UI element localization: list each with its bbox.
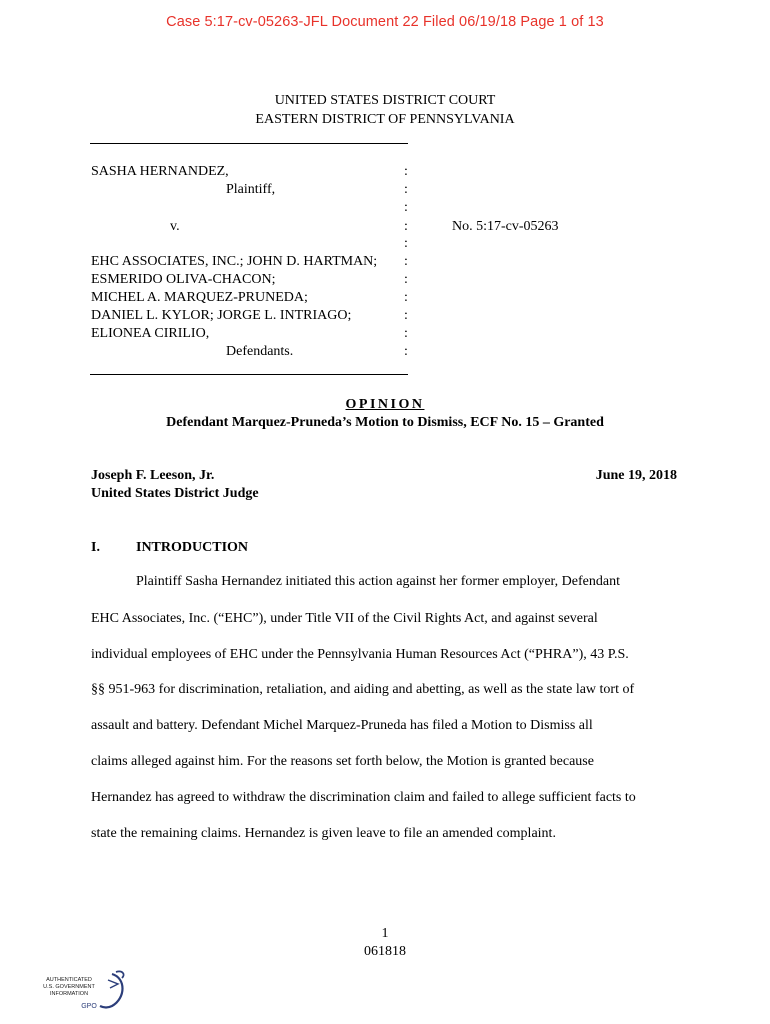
caption-colon: : — [404, 308, 408, 323]
court-name: UNITED STATES DISTRICT COURT — [274, 93, 496, 108]
caption-colon: : — [404, 200, 408, 215]
versus-label: v. — [170, 219, 180, 234]
caption-colon: : — [404, 182, 408, 197]
paragraph-line: individual employees of EHC under the Pennsylvania Human Resources Act (“PHRA”), 43 P.S. — [91, 647, 629, 662]
seal-text: GPO — [81, 1003, 97, 1010]
opinion-title: OPINION — [345, 397, 425, 412]
case-number: No. 5:17-cv-05263 — [452, 219, 559, 234]
defendant-line: EHC ASSOCIATES, INC.; JOHN D. HARTMAN; — [91, 254, 378, 269]
paragraph-line: claims alleged against him. For the reasons set forth below, the Motion is granted because — [91, 754, 594, 769]
defendant-line: ESMERIDO OLIVA-CHACON; — [91, 272, 276, 287]
seal-swoosh — [100, 974, 123, 1008]
seal-eagle-wing — [108, 980, 118, 988]
judge-title: United States District Judge — [91, 486, 259, 501]
caption-colon: : — [404, 219, 408, 234]
caption-colon: : — [404, 236, 408, 251]
seal-text: INFORMATION — [49, 991, 89, 997]
court-district: EASTERN DISTRICT OF PENNSYLVANIA — [255, 112, 515, 127]
caption-colon: : — [404, 344, 408, 359]
paragraph-line: assault and battery. Defendant Michel Marquez-Pruneda has filed a Motion to Dismiss all — [91, 718, 593, 733]
paragraph-line: EHC Associates, Inc. (“EHC”), under Title VII of the Civil Rights Act, and against several — [91, 611, 598, 626]
defendant-line: DANIEL L. KYLOR; JORGE L. INTRIAGO; — [91, 308, 352, 323]
paragraph-line: state the remaining claims. Hernandez is given leave to file an amended complaint. — [91, 826, 556, 841]
paragraph-line: Plaintiff Sasha Hernandez initiated this action against her former employer, Defendant — [136, 574, 620, 589]
defendant-line: MICHEL A. MARQUEZ-PRUNEDA; — [91, 290, 308, 305]
plaintiff-role: Plaintiff, — [226, 182, 276, 197]
opinion-subtitle: Defendant Marquez-Pruneda’s Motion to Dismiss, ECF No. 15 – Granted — [166, 415, 604, 430]
defendants-role: Defendants. — [226, 344, 294, 359]
opinion-title-wrap — [0, 397, 770, 413]
caption-colon: : — [404, 164, 408, 179]
case-header-stamp: Case 5:17-cv-05263-JFL Document 22 Filed 06/19/18 Page 1 of 13 — [166, 14, 604, 30]
gpo-authentication-seal — [42, 968, 132, 1018]
caption-top-rule — [90, 143, 408, 144]
defendant-line: ELIONEA CIRILIO, — [91, 326, 210, 341]
section-title: INTRODUCTION — [136, 540, 249, 555]
paragraph-line: §§ 951-963 for discrimination, retaliation, and aiding and abetting, as well as the state law tort of — [91, 682, 635, 697]
judge-name: Joseph F. Leeson, Jr. — [91, 468, 215, 483]
seal-text: U.S. GOVERNMENT — [43, 984, 95, 990]
opinion-date: June 19, 2018 — [595, 468, 677, 483]
gpo-seal-icon — [42, 968, 132, 1018]
plaintiff-name: SASHA HERNANDEZ, — [91, 164, 229, 179]
seal-text: AUTHENTICATED — [46, 977, 92, 983]
section-number: I. — [91, 540, 100, 555]
caption-colon: : — [404, 254, 408, 269]
caption-colon: : — [404, 272, 408, 287]
paragraph-line: Hernandez has agreed to withdraw the discrimination claim and failed to allege sufficient facts to — [91, 790, 636, 805]
caption-colon: : — [404, 326, 408, 341]
caption-colon: : — [404, 290, 408, 305]
page-number: 1 — [381, 926, 389, 941]
caption-bottom-rule — [90, 374, 408, 375]
document-code: 061818 — [364, 944, 406, 959]
